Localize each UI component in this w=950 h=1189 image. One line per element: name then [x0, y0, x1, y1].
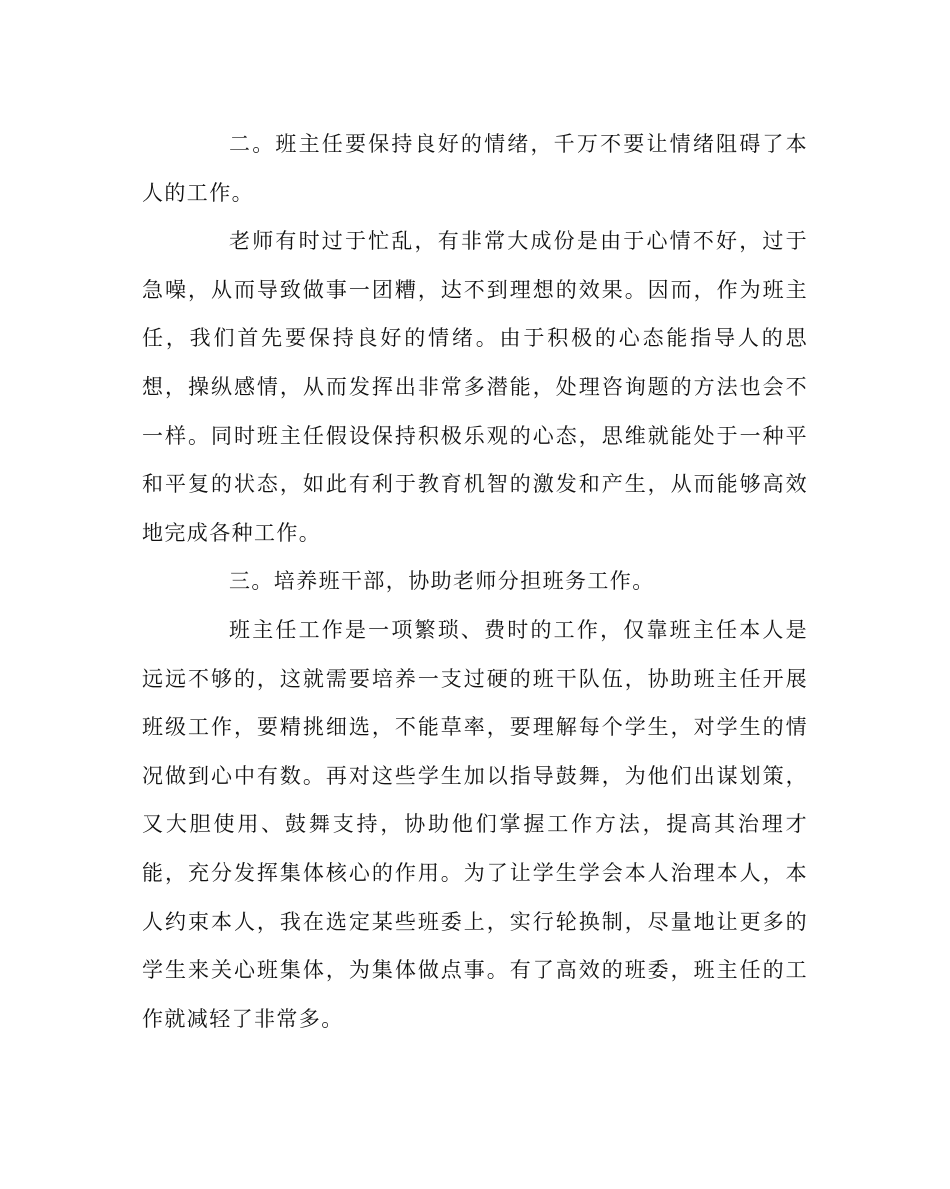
section-heading-three: 三。培养班干部，协助老师分担班务工作。 — [229, 569, 655, 594]
paragraph-class-cadres: 班主任工作是一项繁琐、费时的工作，仅靠班主任本人是远远不够的，这就需要培养一支过硬的班干队伍，协助班主任开展班级工作，要精挑细选，不能草率，要理解每个学生，对学生的情况做到心中有数。再对这些学生加以指导鼓舞，为他们出谋划策，又大胆使用、鼓舞支持，协助他们掌握工作方法，提高其治理才能，充分发挥集体核心的作用。为了让学生学会本人治理本人，本人约束本人，我在选定某些班委上，实行轮换制，尽量地让更多的学生来关心班集体，为集体做点事。有了高效的班委，班主任的工作就减轻了非常多。 — [142, 617, 808, 1031]
paragraph-emotion: 老师有时过于忙乱，有非常大成份是由于心情不好，过于急噪，从而导致做事一团糟，达不到理想的效果。因而，作为班主任，我们首先要保持良好的情绪。由于积极的心态能指导人的思想，操纵感情，从而发挥出非常多潜能，处理咨询题的方法也会不一样。同时班主任假设保持积极乐观的心态，思维就能处于一种平和平复的状态，如此有利于教育机智的激发和产生，从而能够高效地完成各种工作。 — [142, 229, 808, 545]
document-body — [142, 120, 808, 1043]
section-heading-two: 二。班主任要保持良好的情绪，千万不要让情绪阻碍了本人的工作。 — [142, 132, 808, 205]
